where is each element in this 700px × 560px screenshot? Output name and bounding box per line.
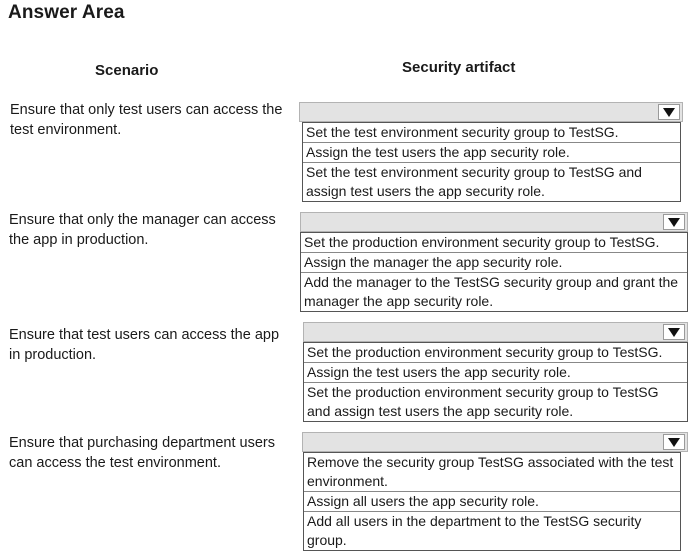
artifact-options-3 xyxy=(303,342,688,422)
artifact-dropdown-3[interactable] xyxy=(303,322,688,342)
artifact-option-1-2[interactable]: Assign the test users the app security role. xyxy=(303,143,680,163)
scenario-text-1: Ensure that only test users can access the test environment. xyxy=(10,102,283,138)
artifact-option-4-1[interactable]: Remove the security group TestSG associated with the test environment. xyxy=(304,453,680,492)
chevron-down-icon[interactable] xyxy=(663,214,685,230)
artifact-option-4-3[interactable]: Add all users in the department to the TestSG security group. xyxy=(307,513,642,548)
artifact-option-2-3[interactable]: Add the manager to the TestSG security group and grant the manager the app security role. xyxy=(304,274,679,309)
artifact-dropdown-4[interactable] xyxy=(302,432,688,452)
artifact-options-1 xyxy=(302,122,681,202)
artifact-option-2-2[interactable]: Assign the manager the app security role. xyxy=(301,253,687,273)
scenario-text-2: Ensure that only the manager can access the app in production. xyxy=(9,212,276,248)
artifact-option-3-1[interactable]: Set the production environment security group to TestSG. xyxy=(304,343,687,363)
answer-area-title: Answer Area xyxy=(8,2,125,23)
artifact-option-3-2[interactable]: Assign the test users the app security role. xyxy=(304,363,687,383)
artifact-dropdown-1[interactable] xyxy=(299,102,683,122)
artifact-option-2-1[interactable]: Set the production environment security group to TestSG. xyxy=(301,233,687,253)
artifact-option-4-2[interactable]: Assign all users the app security role. xyxy=(304,492,680,512)
artifact-option-1-3[interactable]: Set the test environment security group to TestSG and assign test users the app security role. xyxy=(306,164,642,199)
artifact-options-2 xyxy=(300,232,688,312)
chevron-down-icon[interactable] xyxy=(663,434,685,450)
artifact-option-3-3[interactable]: Set the production environment security group to TestSG and assign test users the app security role. xyxy=(307,384,659,419)
artifact-options-4 xyxy=(303,452,681,551)
security-artifact-column-header: Security artifact xyxy=(402,59,516,76)
scenario-text-4: Ensure that purchasing department users can access the test environment. xyxy=(9,435,275,471)
artifact-option-1-1[interactable]: Set the test environment security group to TestSG. xyxy=(303,123,680,143)
chevron-down-icon[interactable] xyxy=(663,324,685,340)
scenario-column-header: Scenario xyxy=(95,62,159,79)
artifact-dropdown-2[interactable] xyxy=(300,212,688,232)
scenario-text-3: Ensure that test users can access the app in production. xyxy=(9,327,280,363)
chevron-down-icon[interactable] xyxy=(658,104,680,120)
